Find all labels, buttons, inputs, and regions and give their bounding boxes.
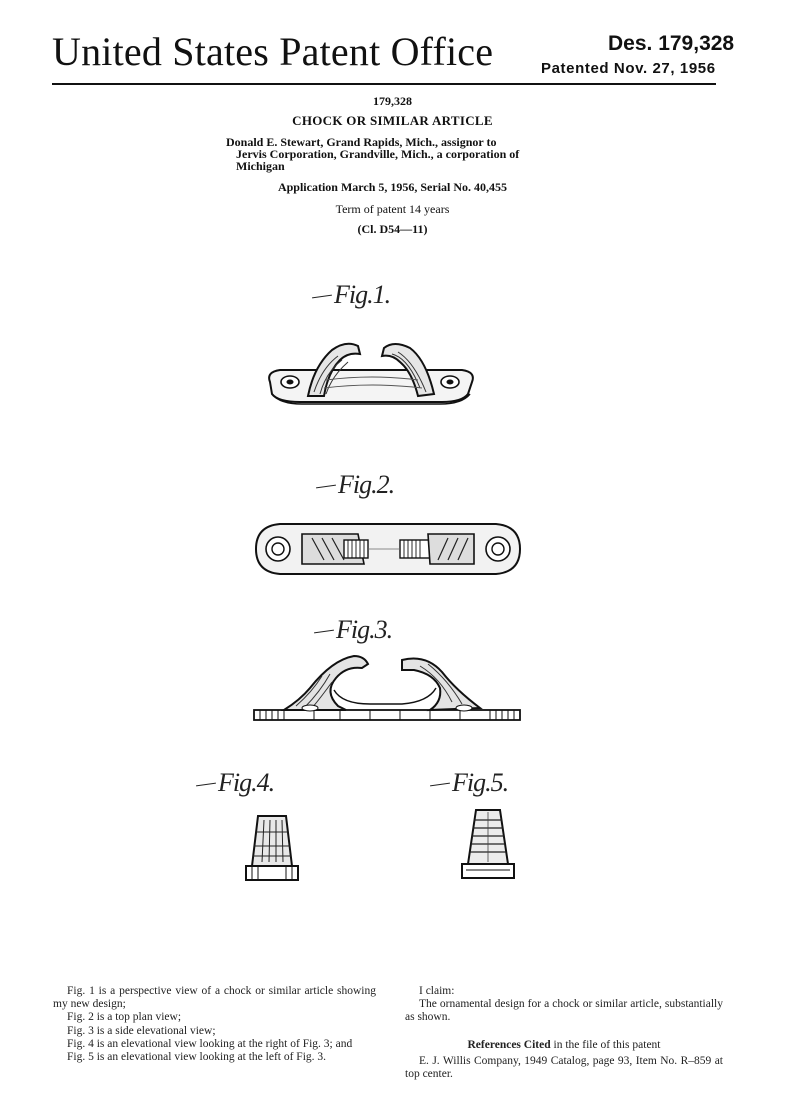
inventor-line-1: Donald E. Stewart, Grand Rapids, Mich., assignor to	[226, 135, 497, 149]
fig1-label: Fig.1.	[334, 280, 391, 309]
description-line: Fig. 1 is a perspective view of a chock or similar article showing my new design;	[53, 985, 376, 1011]
fig2-label: Fig.2.	[338, 470, 395, 499]
fig3-drawing	[250, 652, 524, 724]
claim-heading: I claim:	[419, 985, 455, 997]
patented-date: Patented Nov. 27, 1956	[541, 60, 716, 77]
description-line: Fig. 5 is an elevational view looking at the left of Fig. 3.	[67, 1051, 327, 1064]
references-heading	[405, 1039, 723, 1052]
inventor-assignee	[226, 136, 556, 172]
design-number: Des. 179,328	[608, 32, 735, 55]
description-column	[53, 985, 376, 1064]
fig2-drawing	[252, 520, 524, 578]
reference-entry: E. J. Willis Company, 1949 Catalog, page 93, Item No. R–859 at top center.	[405, 1054, 723, 1081]
article-title: CHOCK OR SIMILAR ARTICLE	[292, 113, 493, 128]
fig1-drawing	[262, 336, 480, 408]
term-line: Term of patent 14 years	[335, 202, 450, 216]
application-line: Application March 5, 1956, Serial No. 40,455	[277, 180, 508, 194]
classification: (Cl. D54—11)	[357, 222, 428, 236]
inventor-line-2: Jervis Corporation, Grandville, Mich., a corporation of	[236, 147, 520, 161]
header-rule	[52, 83, 716, 85]
claim-column	[405, 985, 723, 1081]
references-heading-bold: References Cited	[467, 1038, 551, 1051]
inventor-line-3: Michigan	[236, 159, 285, 173]
fig4-label: Fig.4.	[218, 768, 275, 797]
fig3-label: Fig.3.	[336, 615, 393, 644]
patent-number: 179,328	[373, 94, 412, 108]
description-line: Fig. 3 is a side elevational view;	[67, 1024, 216, 1037]
claim-text: The ornamental design for a chock or similar article, substantially as shown.	[405, 998, 723, 1024]
office-title: United States Patent Office	[52, 29, 494, 74]
fig4-drawing	[242, 812, 302, 886]
references-heading-rest: in the file of this patent	[550, 1038, 661, 1051]
description-line: Fig. 2 is a top plan view;	[67, 1011, 182, 1024]
fig5-label: Fig.5.	[452, 768, 509, 797]
fig5-drawing	[458, 806, 518, 884]
description-line: Fig. 4 is an elevational view looking at the right of Fig. 3; and	[67, 1037, 353, 1050]
